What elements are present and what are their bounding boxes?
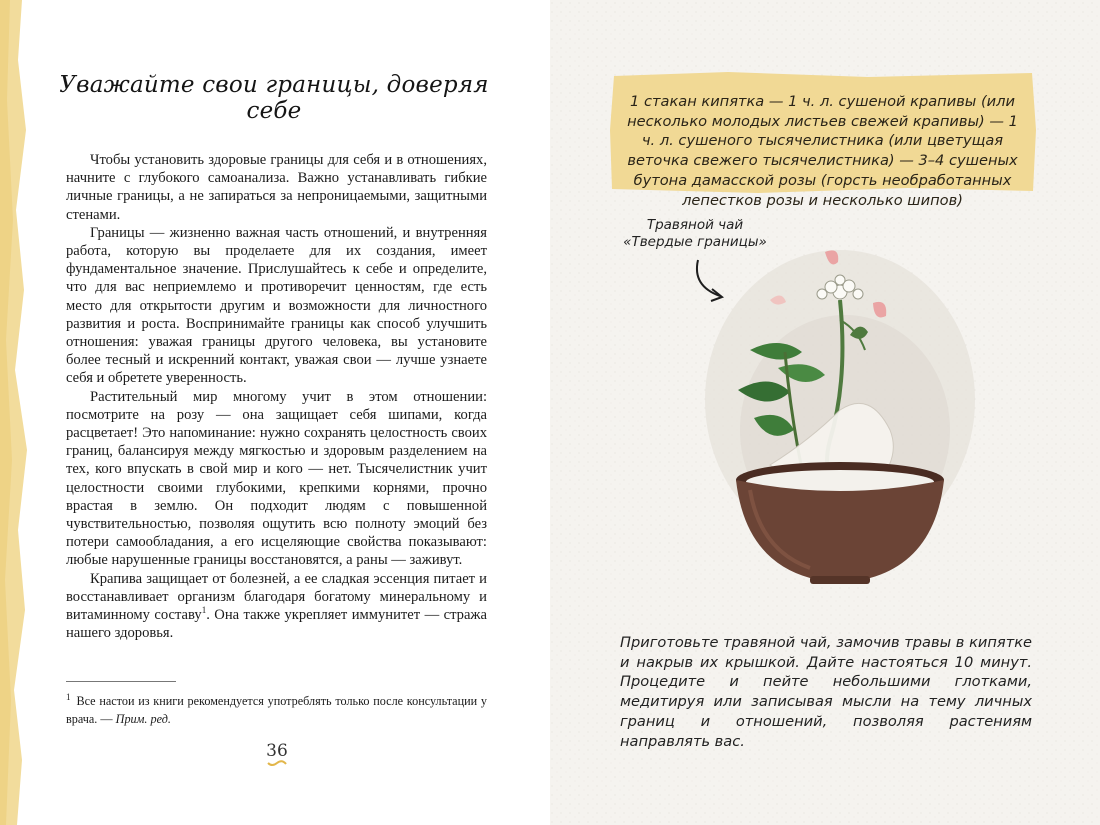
bowl [736,462,944,584]
paragraph-2: Границы — жизненно важная часть отношений, и внутренняя работа, которую вы проделаете для их создания, имеет фундаментальное значение. Прислушайтесь к себе и определите, что для вас неприемлемо и противоречит ценностям, где есть место для открытости другим и возможности для личностного развития и роста. Воспринимайте границы как способ улучшить отношения: уважая границы другого человека, вы установите более тесный и искренний контакт, уважая свои — лучше узнаете себя и обретете уверенность. [66,224,487,387]
footnote [66,688,487,728]
paragraph-3: Растительный мир многому учит в этом отношении: посмотрите на розу — она защищает себя шипами, когда расцветает! Это напоминание: нужно сохранять целостность своих границ, балансируя между мягкостью и здоровым разделением на тех, кого впускать в свой мир и кого — нет. Тысячелистник учит целостности своими глубокими, крепкими корнями, прочно врастая в землю. Он подходит людям с повышенной чувствительностью, позволяя ощутить всю полноту эмоций без потери самообладания, а его исцеляющие свойства показывают: любые нарушенные границы восстановятся, а раны — заживут. [66,388,487,569]
right-page [550,0,1100,825]
tea-caption-line-1: Травяной чай [646,217,744,233]
footnote-text: Все настои из книги рекомендуется употреблять только после консультации у врача. — [66,694,487,727]
page-number: 36 [266,741,288,761]
footnote-divider [66,681,176,682]
page-title: Уважайте свои границы, доверяя себе [59,72,489,124]
paragraph-4 [66,570,487,643]
footnote-mark: 1 [66,692,71,702]
paragraph-4-end: . Она также укрепляет иммунитет — стража нашего здоровья. [66,607,487,642]
paragraph-4-text: Крапива защищает от болезней, а ее сладкая эссенция питает и восстанавливает организм благодаря богатому минеральному и витаминному составу [66,570,487,624]
recipe-ingredients: 1 стакан кипятка — 1 ч. л. сушеной крапивы (или несколько молодых листьев свежей крапивы) — 1 ч. л. сушеного тысячелистника (или цветущая веточка свежего тысячелистника) — 3–4 сушеных бутона дамасской розы (горсть необработанных лепестков розы и несколько шипов) [627,93,1018,209]
brewing-instructions: Приготовьте травяной чай, замочив травы в кипятке и накрыв их крышкой. Дайте настояться 10 минут. Процедите и пейте небольшими глотками, медитируя или записывая мысли на тему личных границ и отношений, позволяя растениям направлять вас. [620,634,1032,750]
tea-bowl-illustration [690,240,990,600]
footnote-reference[interactable]: 1 [201,605,207,616]
tea-caption-line-2: «Твердые границы» [623,234,767,250]
paragraph-1: Чтобы установить здоровые границы для себя и в отношениях, начните с глубокого самоанализа. Важно устанавливать гибкие личные границы, а не запираться за непроницаемыми, защитными стенами. [66,152,487,223]
body-text [66,151,487,642]
yellow-page-edge [0,0,30,825]
footnote-attribution: Прим. ред. [115,712,171,727]
page-number-swash [267,760,287,768]
